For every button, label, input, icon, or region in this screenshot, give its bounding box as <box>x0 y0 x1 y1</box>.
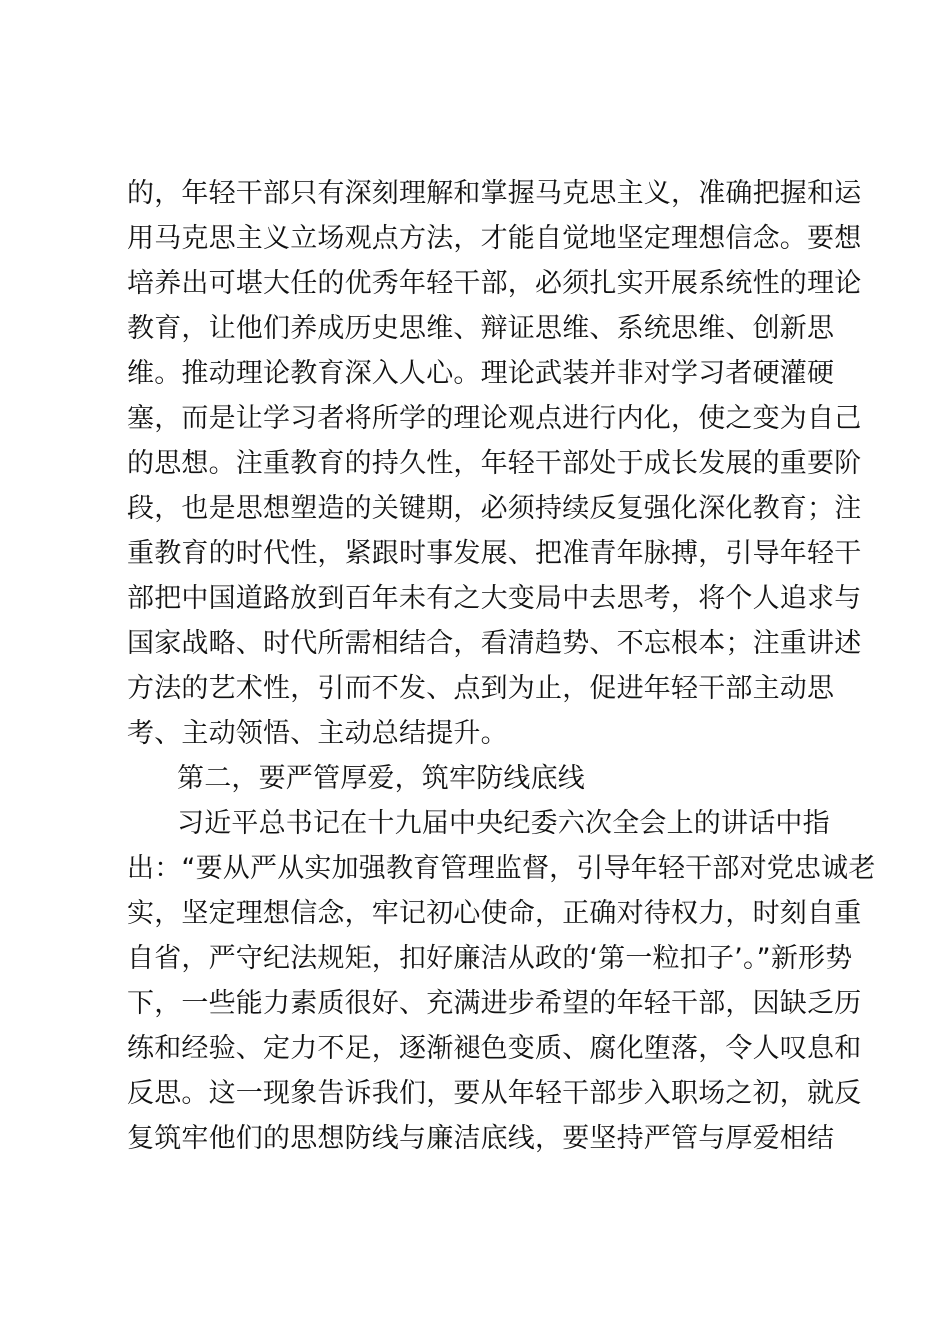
text-line: 自省，严守纪法规矩，扣好廉洁从政的‘第一粒扣子’。”新形势 <box>127 943 853 974</box>
text-line: 反思。这一现象告诉我们，要从年轻干部步入职场之初，就反 <box>127 1078 862 1109</box>
text-line: 塞，而是让学习者将所学的理论观点进行内化，使之变为自己 <box>127 403 862 434</box>
text-line: 考、主动领悟、主动总结提升。 <box>127 718 508 749</box>
text-line: 练和经验、定力不足，逐渐褪色变质、腐化堕落，令人叹息和 <box>127 1033 862 1064</box>
text-line: 段，也是思想塑造的关键期，必须持续反复强化深化教育；注 <box>127 493 862 524</box>
text-line: 下，一些能力素质很好、充满进步希望的年轻干部，因缺乏历 <box>127 988 862 1019</box>
text-line: 的，年轻干部只有深刻理解和掌握马克思主义，准确把握和运 <box>127 178 862 209</box>
text-line: 教育，让他们养成历史思维、辩证思维、系统思维、创新思 <box>127 313 835 344</box>
text-line: 用马克思主义立场观点方法，才能自觉地坚定理想信念。要想 <box>127 223 862 254</box>
text-line: 重教育的时代性，紧跟时事发展、把准青年脉搏，引导年轻干 <box>127 538 862 569</box>
text-line: 习近平总书记在十九届中央纪委六次全会上的讲话中指 <box>177 808 830 839</box>
text-line: 复筑牢他们的思想防线与廉洁底线，要坚持严管与厚爱相结 <box>127 1123 835 1154</box>
text-line: 实，坚定理想信念，牢记初心使命，正确对待权力，时刻自重 <box>127 898 862 929</box>
text-line: 部把中国道路放到百年未有之大变局中去思考，将个人追求与 <box>127 583 862 614</box>
text-line: 维。推动理论教育深入人心。理论武装并非对学习者硬灌硬 <box>127 358 835 389</box>
text-line: 国家战略、时代所需相结合，看清趋势、不忘根本；注重讲述 <box>127 628 862 659</box>
text-line: 培养出可堪大任的优秀年轻干部，必须扎实开展系统性的理论 <box>127 268 862 299</box>
text-line: 方法的艺术性，引而不发、点到为止，促进年轻干部主动思 <box>127 673 835 704</box>
text-line: 出：“要从严从实加强教育管理监督，引导年轻干部对党忠诚老 <box>127 853 876 884</box>
section-heading: 第二，要严管厚爱，筑牢防线底线 <box>177 763 585 794</box>
text-line: 的思想。注重教育的持久性，年轻干部处于成长发展的重要阶 <box>127 448 862 479</box>
